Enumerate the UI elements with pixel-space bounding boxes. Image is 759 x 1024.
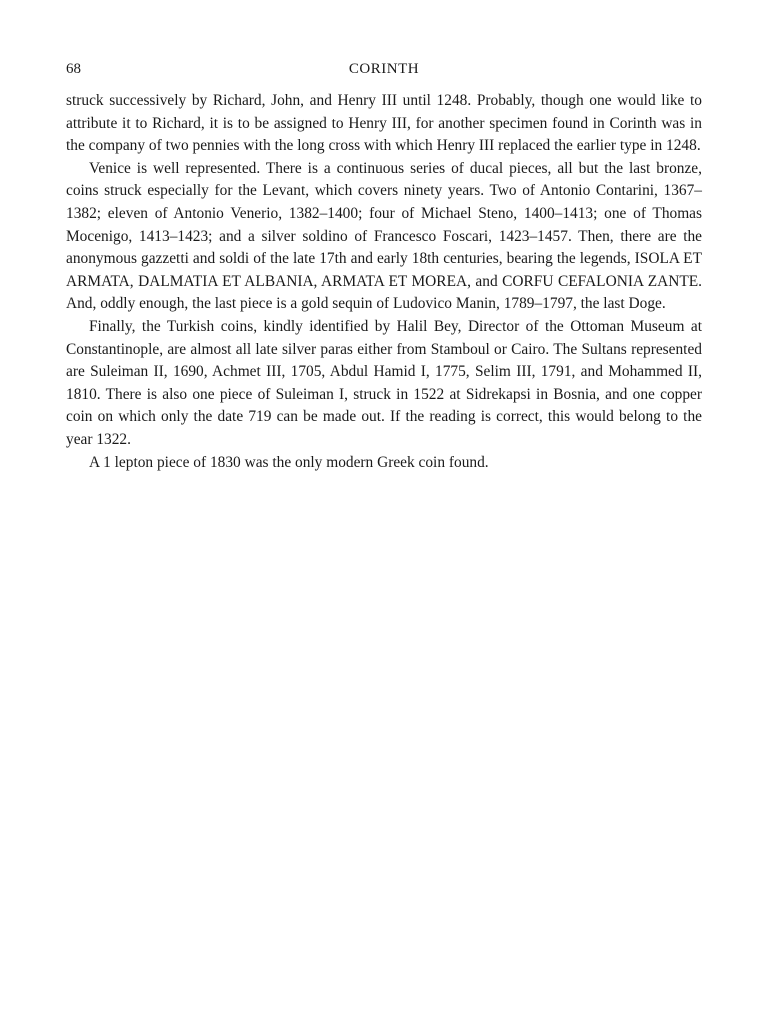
page	[66, 58, 702, 474]
page-number: 68	[66, 61, 81, 77]
paragraph-venice: Venice is well represented. There is a continuous series of ducal pieces, all but the last bronze, coins struck especially for the Levant, which covers ninety years. Two of Antonio Contarini, 1367–1382; eleven of Antonio Venerio, 1382–1400; four of Michael Steno, 1400–1413; one of Thomas Mocenigo, 1413–1423; and a silver soldino of Francesco Foscari, 1423–1457. Then, there are the anonymous gazzetti and soldi of the late 17th and early 18th centuries, bearing the legends, ISOLA ET ARMATA, DALMATIA ET ALBANIA, ARMATA ET MOREA, and CORFU CEFALONIA ZANTE. And, oddly enough, the last piece is a gold sequin of Ludovico Manin, 1789–1797, the last Doge.	[66, 159, 702, 313]
paragraph-greek-coin: A 1 lepton piece of 1830 was the only modern Greek coin found.	[89, 453, 489, 471]
running-head	[66, 58, 702, 80]
paragraph-continued: struck successively by Richard, John, and Henry III until 1248. Probably, though one would like to attribute it to Richard, it is to be assigned to Henry III, for another specimen found in Corinth was in the company of two pennies with the long cross with which Henry III replaced the earlier type in 1248.	[66, 92, 702, 155]
body-text	[66, 90, 702, 474]
running-title: CORINTH	[348, 61, 420, 77]
paragraph-turkish-coins: Finally, the Turkish coins, kindly identified by Halil Bey, Director of the Ottoman Museum at Constantinople, are almost all late silver paras either from Stamboul or Cairo. The Sultans represented are Suleiman II, 1690, Achmet III, 1705, Abdul Hamid I, 1775, Selim III, 1791, and Mohammed II, 1810. There is also one piece of Suleiman I, struck in 1522 at Sidrekapsi in Bosnia, and one copper coin on which only the date 719 can be made out. If the reading is correct, this would belong to the year 1322.	[66, 317, 702, 448]
